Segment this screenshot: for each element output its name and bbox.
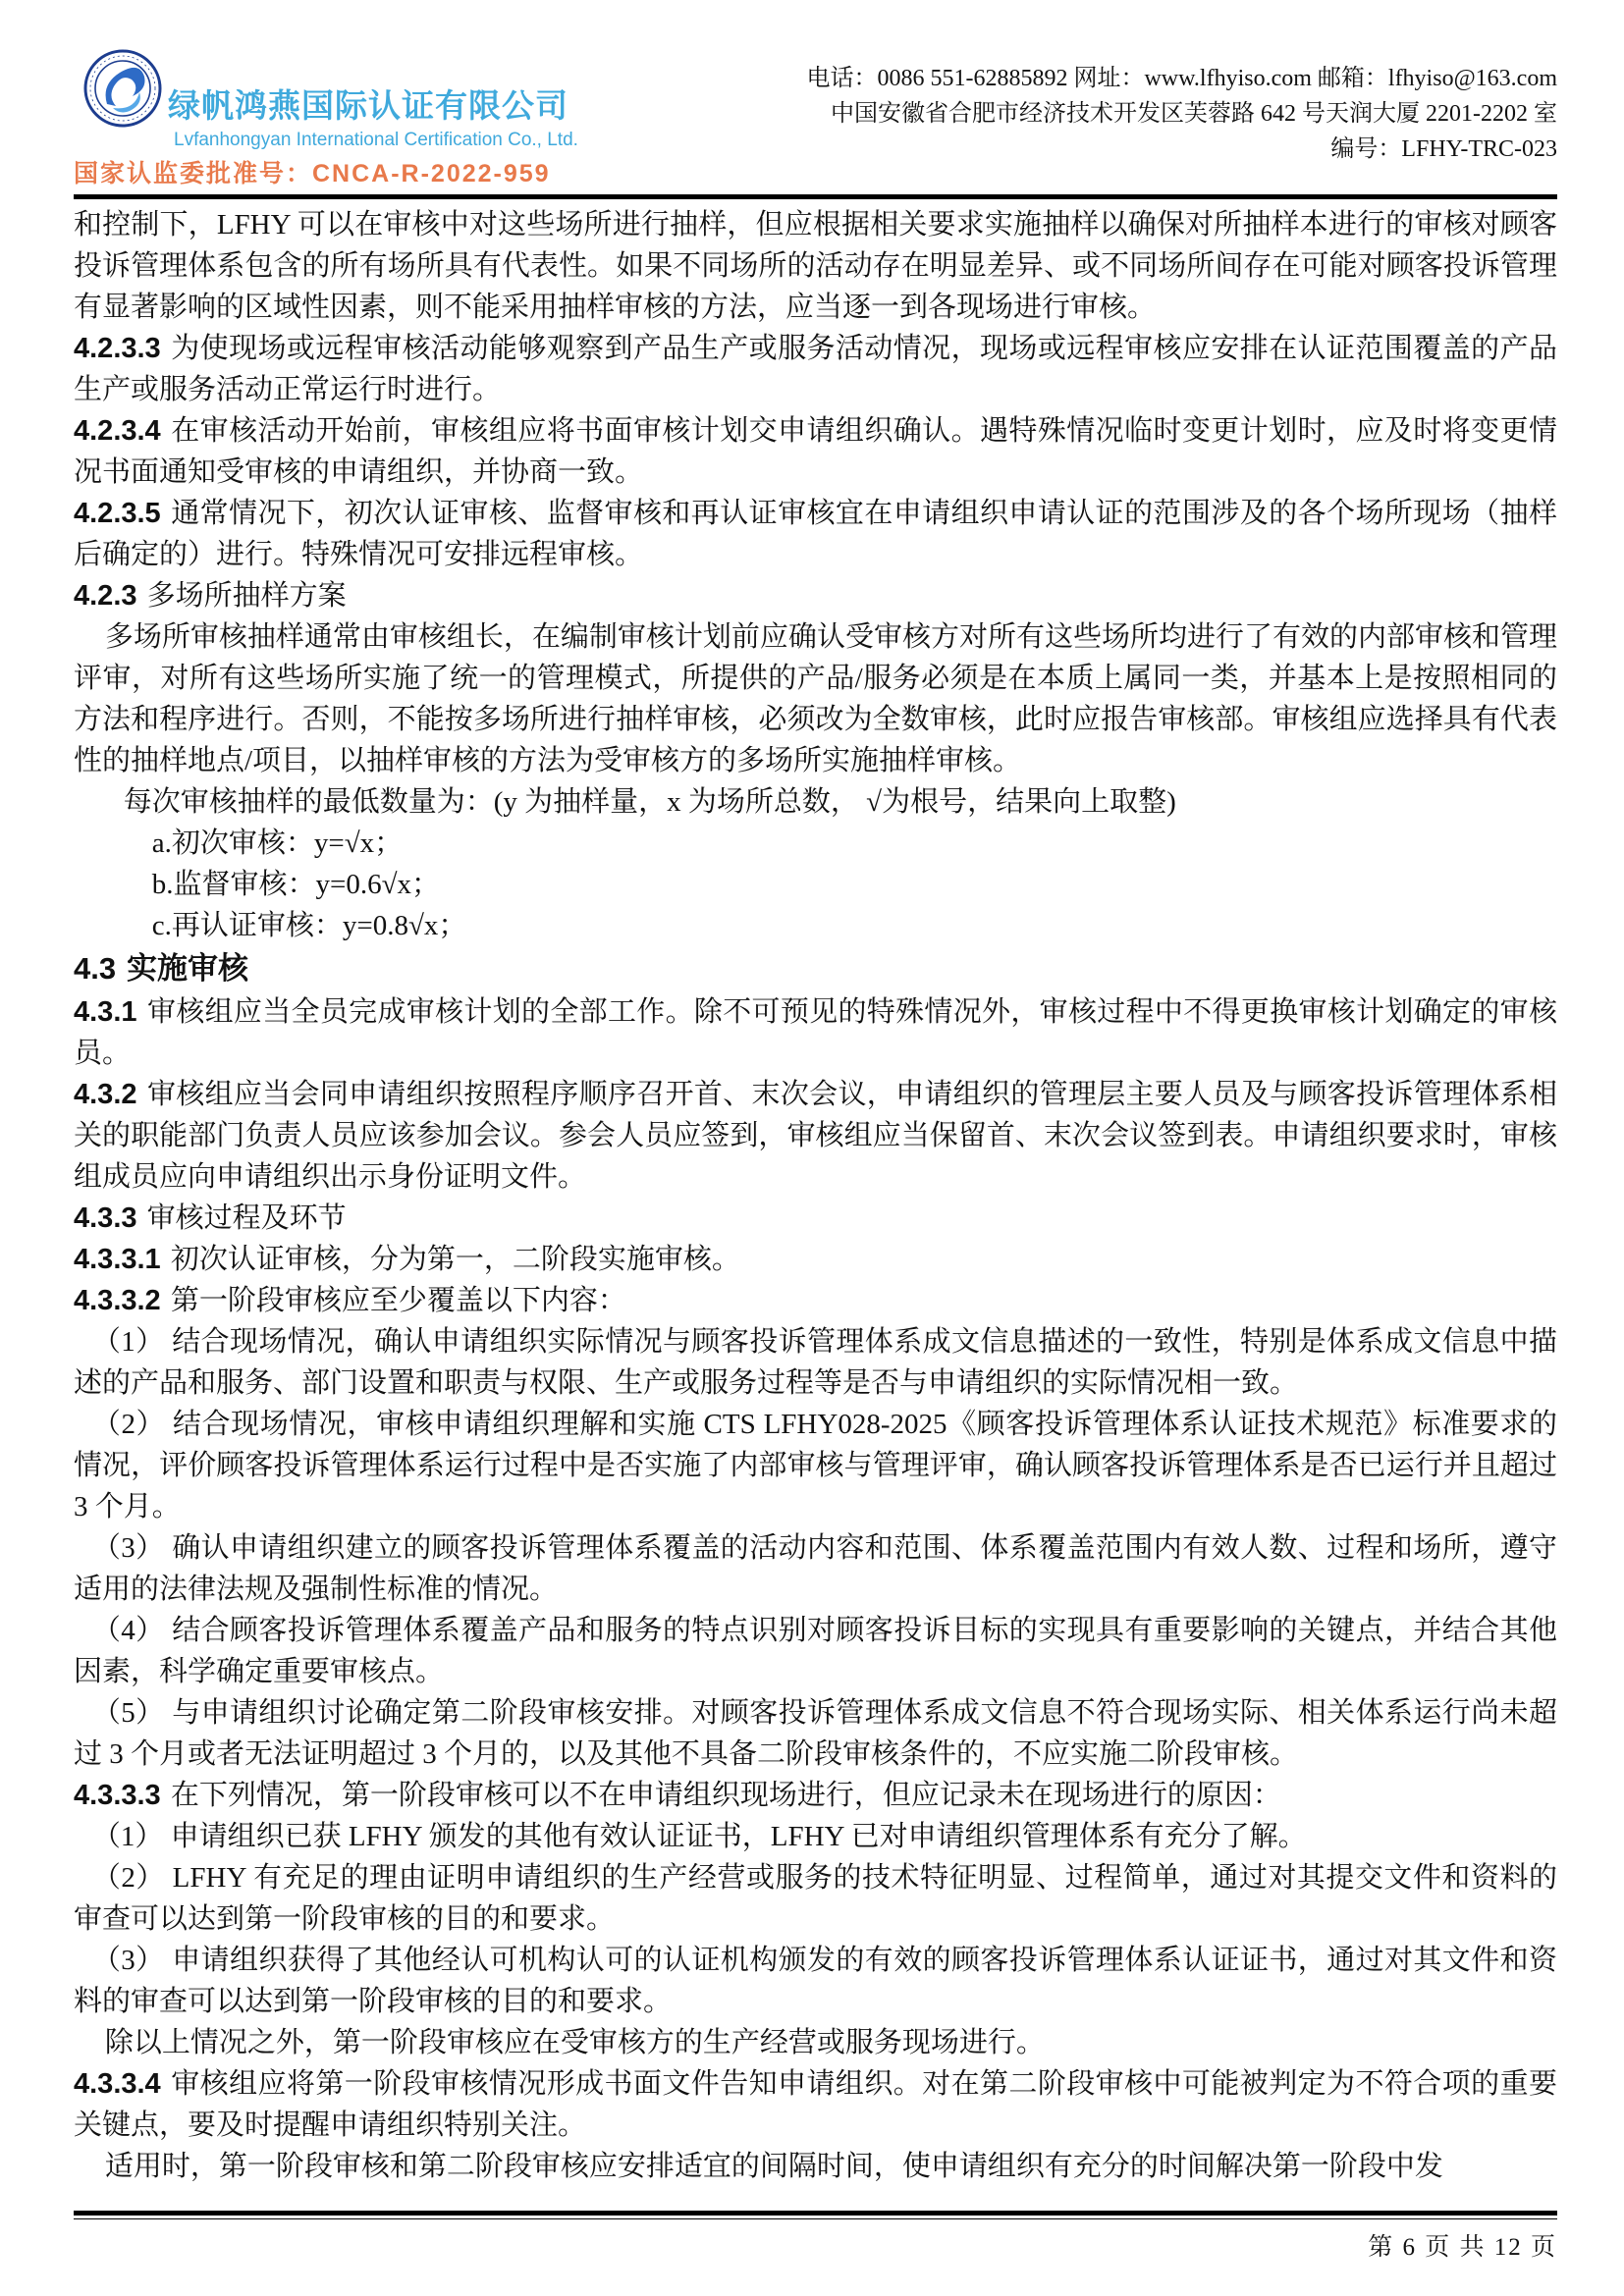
- paragraph-text: （3） 确认申请组织建立的顾客投诉管理体系覆盖的活动内容和范围、体系覆盖范围内有效人数、过程和场所，遵守适用的法律法规及强制性标准的情况。: [74, 1532, 1557, 1605]
- section-number: 4.3.3.2: [74, 1285, 161, 1316]
- section-number: 4.3.3.4: [74, 2068, 161, 2100]
- paragraph-text: 在审核活动开始前，审核组应将书面审核计划交申请组织确认。遇特殊情况临时变更计划时，应及时将变更情况书面通知受审核的申请组织，并协商一致。: [74, 415, 1557, 488]
- section-number: 4.3: [74, 951, 117, 986]
- section-number: 4.2.3.4: [74, 415, 161, 447]
- paragraph-4-2-3-4: [74, 410, 1557, 493]
- stage1-item-5: [74, 1692, 1557, 1775]
- paragraph-continuation: [74, 204, 1557, 328]
- paragraph-4-2-3-3: [74, 328, 1557, 410]
- paragraph-4-3-3-4: [74, 2063, 1557, 2146]
- paragraph-text: 和控制下，LFHY 可以在审核中对这些场所进行抽样，但应根据相关要求实施抽样以确保对所抽样本进行的审核对顾客投诉管理体系包含的所有场所具有代表性。如果不同场所的活动存在明显差异、或不同场所间存在可能对顾客投诉管理有显著影响的区域性因素，则不能采用抽样审核的方法，应当逐一到各现场进行审核。: [74, 209, 1557, 323]
- subsection-title-4-3-3: [74, 1198, 1557, 1239]
- paragraph-minimum-sample: [74, 781, 1557, 823]
- cnca-approval-number: 国家认监委批准号：CNCA-R-2022-959: [74, 160, 551, 187]
- paragraph-4-2-3-5: [74, 493, 1557, 575]
- section-number: 4.3.3.3: [74, 1780, 161, 1811]
- paragraph-4-3-2: [74, 1074, 1557, 1198]
- stage1-item-1: [74, 1321, 1557, 1404]
- paragraph-text: 除以上情况之外，第一阶段审核应在受审核方的生产经营或服务现场进行。: [104, 2027, 1045, 2058]
- section-number: 4.3.1: [74, 996, 137, 1028]
- company-name-cn: 绿帆鸿燕国际认证有限公司: [168, 87, 568, 124]
- paragraph-4-3-1: [74, 991, 1557, 1074]
- paragraph-4-3-3-3: [74, 1775, 1557, 1816]
- list-item-text: c.再认证审核：y=0.8√x；: [151, 910, 467, 941]
- offsite-item-3: [74, 1940, 1557, 2022]
- paragraph-text: 在下列情况，第一阶段审核可以不在申请组织现场进行，但应记录未在现场进行的原因：: [170, 1780, 1281, 1811]
- contact-line-address: 中国安徽省合肥市经济技术开发区芙蓉路 642 号天润大厦 2201-2202 室: [831, 101, 1557, 127]
- footer-divider: [74, 2211, 1557, 2219]
- section-number: 4.2.3.5: [74, 498, 161, 529]
- paragraph-4-3-3-1: [74, 1239, 1557, 1280]
- subsection-title-text: 多场所抽样方案: [146, 580, 347, 612]
- paragraph-text: 通常情况下，初次认证审核、监督审核和再认证审核宜在申请组织申请认证的范围涉及的各个场所现场（抽样后确定的）进行。特殊情况可安排远程审核。: [74, 498, 1557, 570]
- paragraph-text: （4） 结合顾客投诉管理体系覆盖产品和服务的特点识别对顾客投诉目标的实现具有重要影响的关键点，并结合其他因素，科学确定重要审核点。: [74, 1615, 1557, 1687]
- page-number: 第 6 页 共 12 页: [1368, 2234, 1557, 2261]
- list-item-surveillance-audit: [74, 864, 1557, 905]
- paragraph-multisite-sampling: [74, 616, 1557, 781]
- paragraph-text: 多场所审核抽样通常由审核组长，在编制审核计划前应确认受审核方对所有这些场所均进行了有效的内部审核和管理评审，对所有这些场所实施了统一的管理模式，所提供的产品/服务必须是在本质上属同一类，并基本上是按照相同的方法和程序进行。否则，不能按多场所进行抽样审核，必须改为全数审核，此时应报告审核部。审核组应选择具有代表性的抽样地点/项目，以抽样审核的方法为受审核方的多场所实施抽样审核。: [74, 621, 1557, 776]
- paragraph-text: 第一阶段审核应至少覆盖以下内容：: [170, 1285, 626, 1316]
- section-number: 4.2.3: [74, 580, 137, 612]
- section-number: 4.2.3.3: [74, 333, 161, 364]
- section-number: 4.3.3: [74, 1202, 137, 1234]
- section-number: 4.3.3.1: [74, 1244, 161, 1275]
- paragraph-text: （2） LFHY 有充足的理由证明申请组织的生产经营或服务的技术特征明显、过程简单，通过对其提交文件和资料的审查可以达到第一阶段审核的目的和要求。: [74, 1862, 1557, 1935]
- paragraph-text: （1） 结合现场情况，确认申请组织实际情况与顾客投诉管理体系成文信息描述的一致性，特别是体系成文信息中描述的产品和服务、部门设置和职责与权限、生产或服务过程等是否与申请组织的实际情况相一致。: [74, 1326, 1557, 1399]
- paragraph-text: 为使现场或远程审核活动能够观察到产品生产或服务活动情况，现场或远程审核应安排在认证范围覆盖的产品生产或服务活动正常运行时进行。: [74, 333, 1557, 405]
- offsite-item-2: [74, 1857, 1557, 1940]
- company-logo: [83, 49, 162, 128]
- page-footer: [74, 2211, 1557, 2263]
- paragraph-text: 审核组应当全员完成审核计划的全部工作。除不可预见的特殊情况外，审核过程中不得更换审核计划确定的审核员。: [74, 996, 1557, 1069]
- paragraph-text: （1） 申请组织已获 LFHY 颁发的其他有效认证证书，LFHY 已对申请组织管理体系有充分了解。: [91, 1821, 1307, 1852]
- document-body: [74, 204, 1557, 2187]
- stage1-item-4: [74, 1610, 1557, 1692]
- paragraph-interval-time: [74, 2146, 1557, 2187]
- company-name-en: Lvfanhongyan International Certification Co., Ltd.: [174, 130, 578, 150]
- paragraph-text: （5） 与申请组织讨论确定第二阶段审核安排。对顾客投诉管理体系成文信息不符合现场实际、相关体系运行尚未超过 3 个月或者无法证明超过 3 个月的，以及其他不具备二阶段审核条件的，不应实施二阶段审核。: [74, 1697, 1557, 1770]
- offsite-item-1: [74, 1816, 1557, 1857]
- section-number: 4.3.2: [74, 1079, 137, 1110]
- list-item-text: a.初次审核：y=√x；: [151, 828, 404, 859]
- list-item-recertification-audit: [74, 905, 1557, 946]
- globe-badge-icon: [83, 49, 162, 128]
- contact-line-phone-web-mail: 电话：0086 551-62885892 网址：www.lfhyiso.com 邮箱：lfhyiso@163.com: [806, 66, 1557, 91]
- stage1-item-2: [74, 1404, 1557, 1527]
- contact-block: [806, 61, 1557, 167]
- paragraph-text: （3） 申请组织获得了其他经认可机构认可的认证机构颁发的有效的顾客投诉管理体系认证证书，通过对其文件和资料的审查可以达到第一阶段审核的目的和要求。: [74, 1945, 1557, 2017]
- paragraph-text: 审核组应当会同申请组织按照程序顺序召开首、末次会议，申请组织的管理层主要人员及与顾客投诉管理体系相关的职能部门负责人员应该参加会议。参会人员应签到，审核组应当保留首、末次会议签到表。申请组织要求时，审核组成员应向申请组织出示身份证明文件。: [74, 1079, 1557, 1193]
- paragraph-text: 适用时，第一阶段审核和第二阶段审核应安排适宜的间隔时间，使申请组织有充分的时间解决第一阶段中发: [104, 2151, 1443, 2182]
- list-item-initial-audit: [74, 823, 1557, 864]
- paragraph-onsite-exception: [74, 2022, 1557, 2063]
- list-item-text: b.监督审核：y=0.6√x；: [151, 869, 441, 900]
- paragraph-text: 每次审核抽样的最低数量为：(y 为抽样量，x 为场所总数， √为根号，结果向上取整): [123, 786, 1176, 818]
- subsection-title-text: 审核过程及环节: [146, 1202, 347, 1234]
- section-heading-4-3: [74, 948, 1557, 989]
- subsection-title-4-2-3: [74, 575, 1557, 616]
- section-heading-text: 实施审核: [126, 951, 248, 986]
- paragraph-text: 审核组应将第一阶段审核情况形成书面文件告知申请组织。对在第二阶段审核中可能被判定为不符合项的重要关键点，要及时提醒申请组织特别关注。: [74, 2068, 1557, 2141]
- paragraph-4-3-3-2: [74, 1280, 1557, 1321]
- letterhead: [74, 0, 1557, 199]
- stage1-item-3: [74, 1527, 1557, 1610]
- paragraph-text: 初次认证审核，分为第一，二阶段实施审核。: [170, 1244, 740, 1275]
- document-number: 编号：LFHY-TRC-023: [1330, 136, 1557, 162]
- paragraph-text: （2） 结合现场情况，审核申请组织理解和实施 CTS LFHY028-2025《顾客投诉管理体系认证技术规范》标准要求的情况，评价顾客投诉管理体系运行过程中是否实施了内部审核与管理评审，确认顾客投诉管理体系是否已运行并且超过 3 个月。: [74, 1409, 1557, 1522]
